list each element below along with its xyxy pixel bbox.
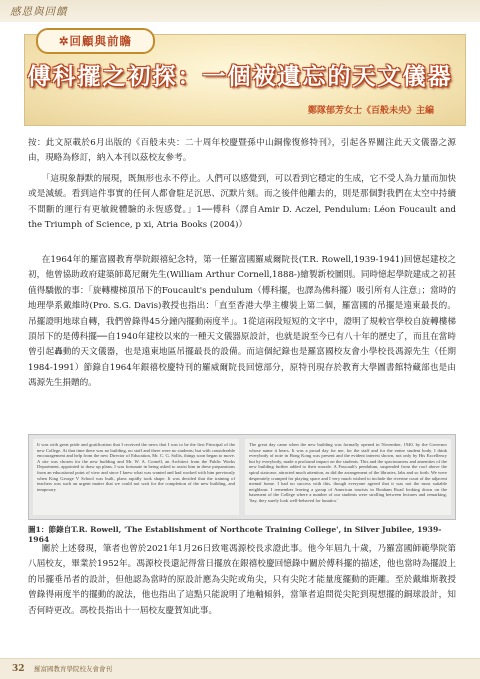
editor-credit: 鄭隊郁芳女士《百般未央》主編 bbox=[307, 106, 434, 116]
editor-note-text: 按：此文原載於6月出版的《百般未央：二十周年校慶暨孫中山銅像復修特刊》，引起各界關注此天文儀器之源由，現略為修訂，納入本刊以茲校友參考。 bbox=[28, 138, 456, 164]
main-paragraph bbox=[28, 253, 456, 392]
section-title: 感恩與回饋 bbox=[10, 6, 68, 18]
main-paragraph-text: 在1964年的羅富國教育學院銀禧紀念特，第一任羅富國羅威爾院長(T.R. Rowell,1939-1941)回憶起建校之初，他曾協助政府建築師葛尼爾先生(William Arthur Cornell,1888-)繪製新校圖則。同時憶起學院建成之初甚值得驕傲的事：「旋轉樓梯頂吊下的Foucault's pendulum（傅科擺，也譯為佛科擺）吸引所有人注意」；當時的地理學系戴維時(Pro. S.G. Davis)教授也指出：「直至香港大學主樓裝上第二個，羅富國的吊擺是遠東最長的。吊擺證明地球自轉，我們曾錄得45分鐘內擺動兩度半」。1從這兩段短短的文字中，證明了規較官學校自旋轉樓梯頂吊下的是傅科擺──自1940年建校以來的一種天文儀器原設計，也就是說至今已有八十年的歷史了，而且在當時曾引起轟動的天文儀器，也是遠東地區吊擺最長的設備。而這個紀錄也是羅富國校友會小學校長馮源先生（任期1984-1991）節錄自1964年銀禧校慶特刊的羅威爾院長回憶部分，原特刊現存於教育大學圖書館特藏部也是由馮源先生捐贈的。 bbox=[28, 255, 456, 389]
scan-left-page: It was with great pride and gratification that I received the news that I was to be the first Principal of the new College. At that time there was no building, no staff and there were no students; but with considerable encouragement and help from the new Director of Education, Mr. C. G. Sollis, things soon began to move. A site was chosen for the new building and Mr. W. A. Cornell, an Architect from the Public Works Department, appointed to draw up plans. I was fortunate in being asked to assist him in these preparations from an educational point of view and since I knew what was wanted and had worked with him previously when King George V School was built, plans rapidly took shape. It was decided that the training of teachers was such an urgent matter that we could not wait for the completion of the new building, and temporary bbox=[33, 439, 239, 515]
article-title: 傅科擺之初探：一個被遺忘的天文儀器 bbox=[27, 63, 453, 90]
page-footer bbox=[0, 658, 480, 679]
quote-text: 「這現象靜默的展現，既無形也永不停止。人們可以感覺到，可以看到它穩定的生成，它不受人為力量而加快或是減緩。看到這件事實的任何人都會駐足沉思、沉默片刻。而之後伴他離去的，則是那個對我們在太空中持續不間斷的運行有更敏銳體驗的永恆感覺。」1──傅科（譯自Amir D. Aczel, Pendulum: Léon Foucault and the Triumph of Science, p xi, Atria Books (2004)） bbox=[28, 174, 456, 231]
column-heading: ✲回顧與前瞻 bbox=[36, 28, 155, 54]
editor-note bbox=[28, 136, 456, 167]
closing-paragraph-text: 關於上述發現，筆者也曾於2021年1月26日致電馮源校長求證此事。他今年屆九十歲，乃羅富國師範學院第八屆校友，畢業於1952年。馮源校長還記得當日擺放在銀禧校慶回憶錄中關於傅科擺的描述，他也當時為擺設上的吊擺垂吊者的設計，但他認為當時的原設計應為尖陀或角尖，只有尖陀才能量度擺動的距離。至於戴維斯教授曾錄得兩度半的擺動的說法，他也指出了這點只能說明了地軸傾斜，當筆者追問從尖陀到現想擺的銅球設計，知否何時更改。馮校長指出十一屆校友慶賀知此事。 bbox=[28, 544, 456, 616]
page-number: 32 bbox=[12, 664, 25, 674]
figure-caption: 圖1：節錄自T.R. Rowell, 'The Establishment of Northcote Training College', in Silver Jubilee, 1939-1964 bbox=[28, 525, 442, 544]
scan-right-page: The great day came when the new building was formally opened in November, 1940, by the Governor whose name it bears. It was a proud day for me, for the staff and for the entire student body. I think everybody of note in Hong Kong was present and the evident interest shown, not only by His Excellency but by everybody, made a profound impact on the students. This and the spaciousness and amenities of the new building further added to their morale. A Foucault's pendulum, suspended from the roof above the spiral staircase, attracted much attention, as did the arrangement of the libraries, labs and so forth. We were desperately cramped for playing space and I very much wished to include the riverine court of the adjacent mental home. I had no success with this, though everyone agreed that it was not the most suitable neighbour. I remember leaving a group of American tourists in Bonham Road looking down on the basement of the College where a number of our students were strolling between lectures and remarking, 'Say, they surely look well-behaved for lunatics.' bbox=[245, 439, 451, 515]
publication-name: 羅富國教育學院校友會會刊 bbox=[34, 665, 112, 673]
closing-paragraph bbox=[28, 542, 456, 619]
opening-quote bbox=[28, 172, 456, 234]
figure-scan bbox=[28, 434, 456, 520]
top-band bbox=[0, 0, 480, 22]
